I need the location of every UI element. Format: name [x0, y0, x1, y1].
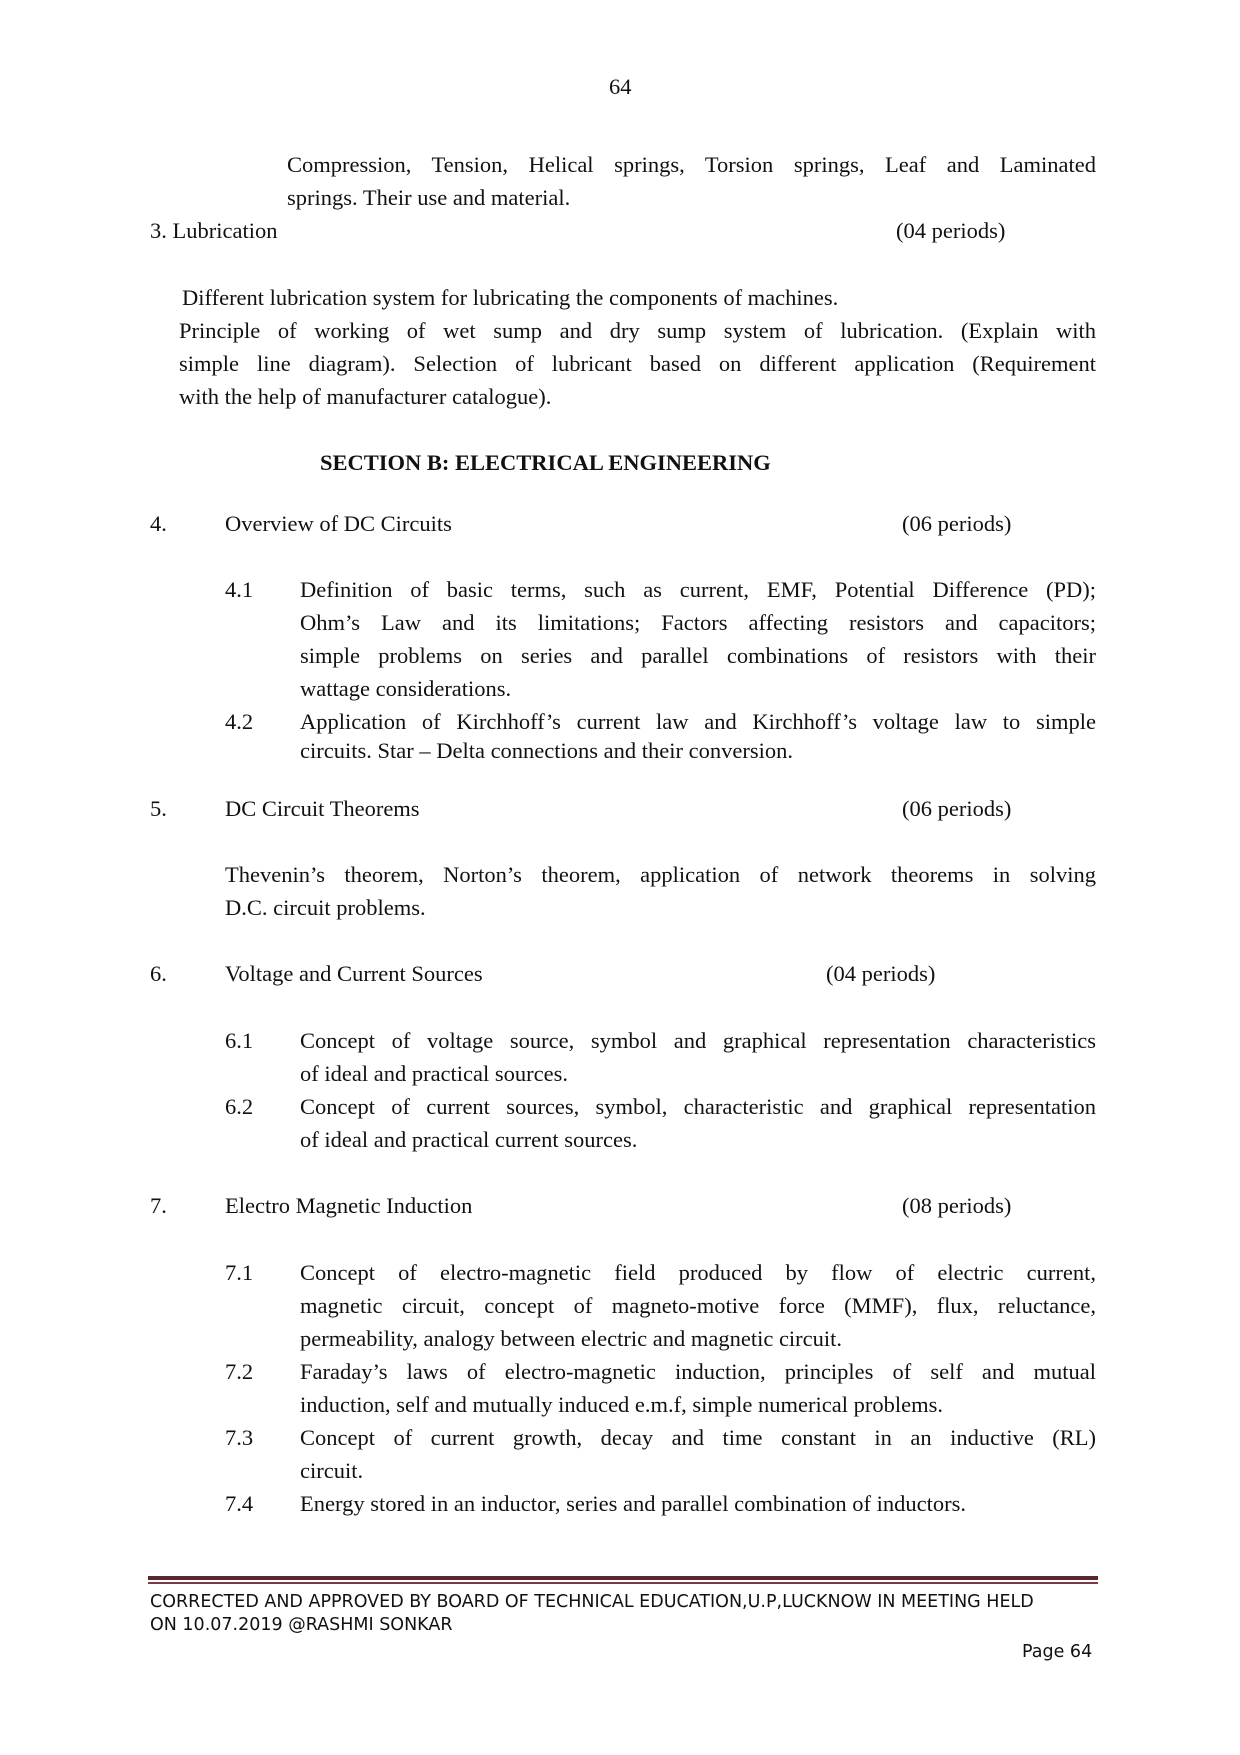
item-4-1-line-3: simple problems on series and parallel combinations of resistors with their — [300, 643, 1096, 668]
springs-line-1: Compression, Tension, Helical springs, Torsion springs, Leaf and Laminated — [287, 152, 1096, 177]
item-4-2-line-2: circuits. Star – Delta connections and their conversion. — [300, 738, 793, 763]
lubrication-line-2: Principle of working of wet sump and dry sump system of lubrication. (Explain with — [179, 318, 1096, 343]
item-7-3-line-1: Concept of current growth, decay and time constant in an inductive (RL) — [300, 1425, 1096, 1450]
topic-4-periods: (06 periods) — [902, 511, 1012, 536]
topic-4-title: Overview of DC Circuits — [225, 511, 452, 536]
page-number-top: 64 — [609, 74, 632, 99]
footer-page-label: Page 64 — [1022, 1642, 1093, 1662]
lubrication-heading: 3. Lubrication — [150, 218, 278, 243]
topic-5-number: 5. — [150, 796, 167, 821]
item-4-1-line-2: Ohm’s Law and its limitations; Factors affecting resistors and capacitors; — [300, 610, 1096, 635]
topic-5-line-2: D.C. circuit problems. — [225, 895, 426, 920]
topic-5-line-1: Thevenin’s theorem, Norton’s theorem, application of network theorems in solving — [225, 862, 1096, 887]
item-6-2-number: 6.2 — [225, 1094, 254, 1119]
item-7-1-line-2: magnetic circuit, concept of magneto-motive force (MMF), flux, reluctance, — [300, 1293, 1096, 1318]
item-7-4-line-1: Energy stored in an inductor, series and parallel combination of inductors. — [300, 1491, 967, 1516]
topic-7-number: 7. — [150, 1193, 167, 1218]
item-4-2-line-1: Application of Kirchhoff’s current law and Kirchhoff’s voltage law to simple — [300, 709, 1096, 734]
topic-5-title: DC Circuit Theorems — [225, 796, 420, 821]
topic-5-periods: (06 periods) — [902, 796, 1012, 821]
footer-approval-line-1: CORRECTED AND APPROVED BY BOARD OF TECHNICAL EDUCATION,U.P,LUCKNOW IN MEETING HELD — [150, 1592, 1034, 1612]
topic-6-periods: (04 periods) — [826, 961, 936, 986]
lubrication-periods: (04 periods) — [896, 218, 1006, 243]
item-6-1-line-2: of ideal and practical sources. — [300, 1061, 569, 1086]
footer-rule — [148, 1576, 1098, 1580]
item-7-2-number: 7.2 — [225, 1359, 254, 1384]
item-7-1-line-3: permeability, analogy between electric and magnetic circuit. — [300, 1326, 843, 1351]
topic-6-number: 6. — [150, 961, 167, 986]
topic-6-title: Voltage and Current Sources — [225, 961, 483, 986]
lubrication-line-4: with the help of manufacturer catalogue). — [179, 384, 552, 409]
item-4-1-line-4: wattage considerations. — [300, 676, 512, 701]
topic-4-number: 4. — [150, 511, 167, 536]
item-7-1-line-1: Concept of electro-magnetic field produced by flow of electric current, — [300, 1260, 1096, 1285]
item-7-4-number: 7.4 — [225, 1491, 254, 1516]
topic-7-periods: (08 periods) — [902, 1193, 1012, 1218]
item-7-3-line-2: circuit. — [300, 1458, 364, 1483]
footer-rule-thin — [148, 1582, 1098, 1584]
springs-line-2: springs. Their use and material. — [287, 185, 571, 210]
topic-7-title: Electro Magnetic Induction — [225, 1193, 473, 1218]
footer-approval-line-2: ON 10.07.2019 @RASHMI SONKAR — [150, 1615, 453, 1635]
lubrication-line-3: simple line diagram). Selection of lubricant based on different application (Requirement — [179, 351, 1096, 376]
lubrication-line-1: Different lubrication system for lubricating the components of machines. — [182, 285, 839, 310]
item-4-1-number: 4.1 — [225, 577, 254, 602]
item-7-1-number: 7.1 — [225, 1260, 254, 1285]
section-b-title: SECTION B: ELECTRICAL ENGINEERING — [320, 450, 771, 475]
item-7-2-line-2: induction, self and mutually induced e.m.f, simple numerical problems. — [300, 1392, 943, 1417]
item-6-2-line-2: of ideal and practical current sources. — [300, 1127, 638, 1152]
item-6-1-line-1: Concept of voltage source, symbol and graphical representation characteristics — [300, 1028, 1096, 1053]
item-7-2-line-1: Faraday’s laws of electro-magnetic induction, principles of self and mutual — [300, 1359, 1096, 1384]
item-4-2-number: 4.2 — [225, 709, 254, 734]
item-7-3-number: 7.3 — [225, 1425, 254, 1450]
item-4-1-line-1: Definition of basic terms, such as current, EMF, Potential Difference (PD); — [300, 577, 1096, 602]
item-6-2-line-1: Concept of current sources, symbol, characteristic and graphical representation — [300, 1094, 1096, 1119]
item-6-1-number: 6.1 — [225, 1028, 254, 1053]
